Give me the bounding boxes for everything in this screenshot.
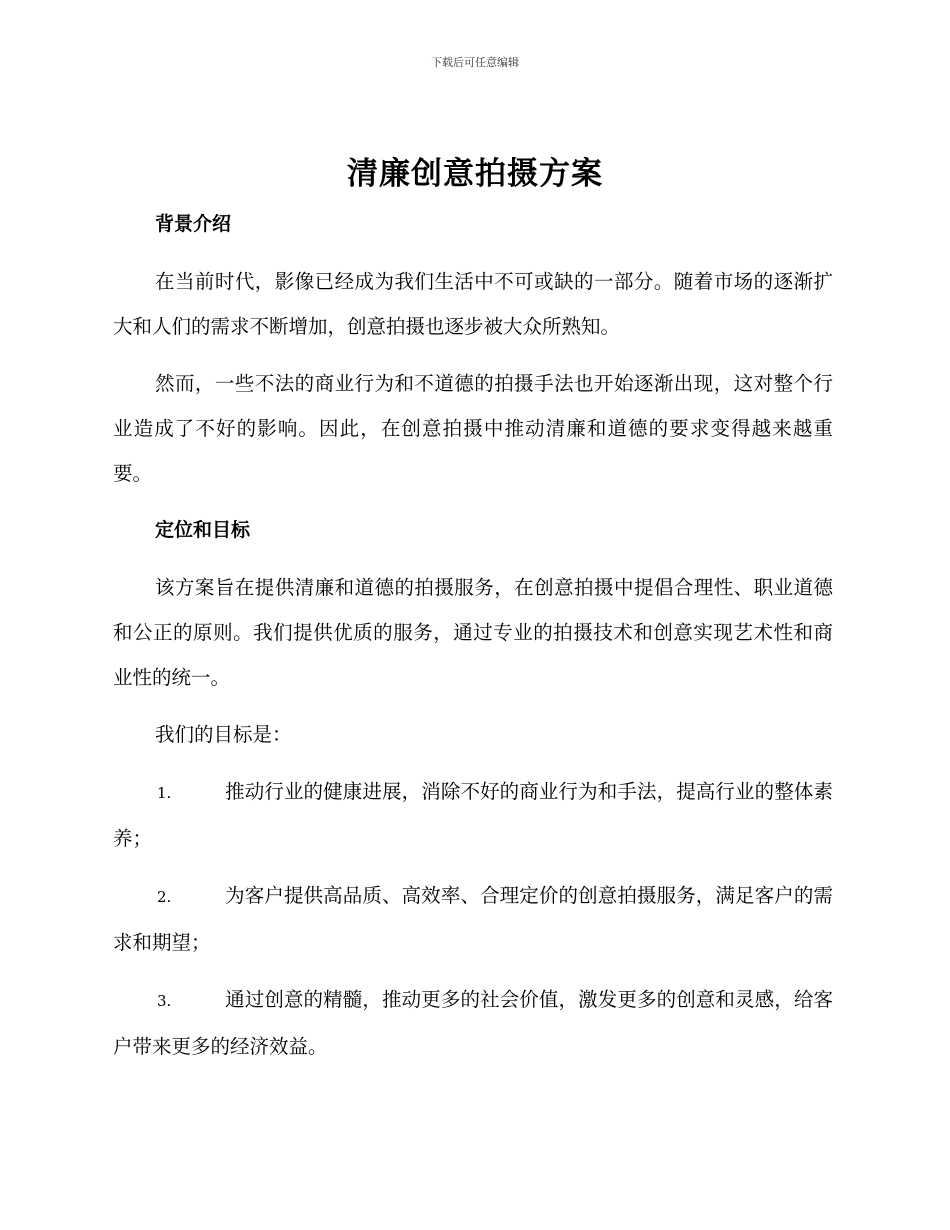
header-note: 下载后可任意编辑	[431, 56, 519, 69]
document-body	[113, 202, 833, 1081]
paragraph: 在当前时代，影像已经成为我们生活中不可或缺的一部分。随着市场的逐渐扩大和人们的需求不断增加，创意拍摄也逐步被大众所熟知。	[113, 270, 833, 338]
list-item	[113, 977, 833, 1069]
list-item	[113, 873, 833, 965]
section-heading-background: 背景介绍	[155, 213, 232, 235]
paragraph: 该方案旨在提供清廉和道德的拍摄服务，在创意拍摄中提倡合理性、职业道德和公正的原则。我们提供优质的服务，通过专业的拍摄技术和创意实现艺术性和商业性的统一。	[113, 576, 833, 689]
list-item	[113, 769, 833, 861]
paragraph: 我们的目标是：	[155, 723, 292, 746]
list-number: 1.	[157, 784, 172, 802]
document-title: 清廉创意拍摄方案	[347, 156, 603, 192]
list-text: 通过创意的精髓，推动更多的社会价值，激发更多的创意和灵感，给客户带来更多的经济效益。	[113, 988, 833, 1058]
paragraph: 然而，一些不法的商业行为和不道德的拍摄手法也开始逐渐出现，这对整个行业造成了不好的影响。因此，在创意拍摄中推动清廉和道德的要求变得越来越重要。	[113, 372, 833, 485]
list-number: 2.	[157, 888, 172, 906]
list-text: 为客户提供高品质、高效率、合理定价的创意拍摄服务，满足客户的需求和期望；	[113, 884, 833, 954]
list-text: 推动行业的健康进展，消除不好的商业行为和手法，提高行业的整体素养；	[113, 780, 833, 850]
section-heading-positioning: 定位和目标	[155, 519, 251, 541]
list-number: 3.	[157, 992, 172, 1010]
